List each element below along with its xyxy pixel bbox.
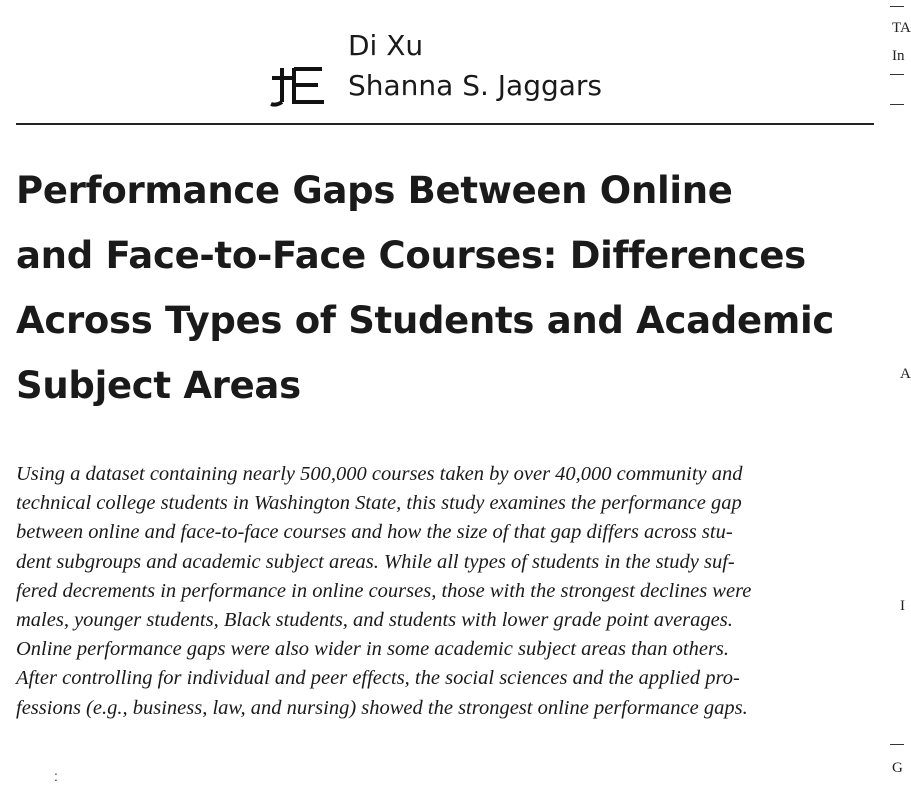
article-title xyxy=(16,158,876,418)
title-line: and Face-to-Face Courses: Differences xyxy=(16,234,806,277)
author-name: Shanna S. Jaggars xyxy=(348,69,603,102)
edge-rule xyxy=(890,744,904,745)
abstract-line: technical college students in Washington State, this study examines the performance gap xyxy=(16,492,742,515)
abstract-line: males, younger students, Black students, and students with lower grade point averages. xyxy=(16,609,733,632)
abstract-line: between online and face-to-face courses and how the size of that gap differs across stu- xyxy=(16,521,733,544)
edge-fragment: I xyxy=(900,598,905,614)
footer-mark: : xyxy=(54,768,58,784)
abstract-line: After controlling for individual and peer effects, the social sciences and the applied pro- xyxy=(16,667,740,690)
edge-rule xyxy=(890,104,904,105)
abstract xyxy=(16,460,874,723)
abstract-line: dent subgroups and academic subject areas. While all types of students in the study suf- xyxy=(16,550,735,573)
header-rule xyxy=(16,123,874,125)
title-line: Subject Areas xyxy=(16,364,301,407)
author-name: Di Xu xyxy=(348,29,424,62)
abstract-line: Using a dataset containing nearly 500,000 courses taken by over 40,000 community and xyxy=(16,463,743,485)
adjacent-page-edge xyxy=(880,0,911,788)
edge-rule xyxy=(890,6,904,7)
edge-rule xyxy=(890,74,904,75)
edge-fragment: A xyxy=(900,366,911,382)
edge-fragment: G xyxy=(892,760,903,776)
edge-fragment: In xyxy=(892,48,905,64)
journal-logo-icon xyxy=(270,64,328,108)
abstract-line: fessions (e.g., business, law, and nursing) showed the strongest online performance gaps. xyxy=(16,696,748,719)
author-list xyxy=(348,26,602,106)
title-line: Performance Gaps Between Online xyxy=(16,169,733,212)
abstract-line: fered decrements in performance in online courses, those with the strongest declines were xyxy=(16,579,752,602)
edge-fragment: TA xyxy=(892,20,911,36)
abstract-line: Online performance gaps were also wider in some academic subject areas than others. xyxy=(16,638,730,661)
title-line: Across Types of Students and Academic xyxy=(16,299,835,342)
